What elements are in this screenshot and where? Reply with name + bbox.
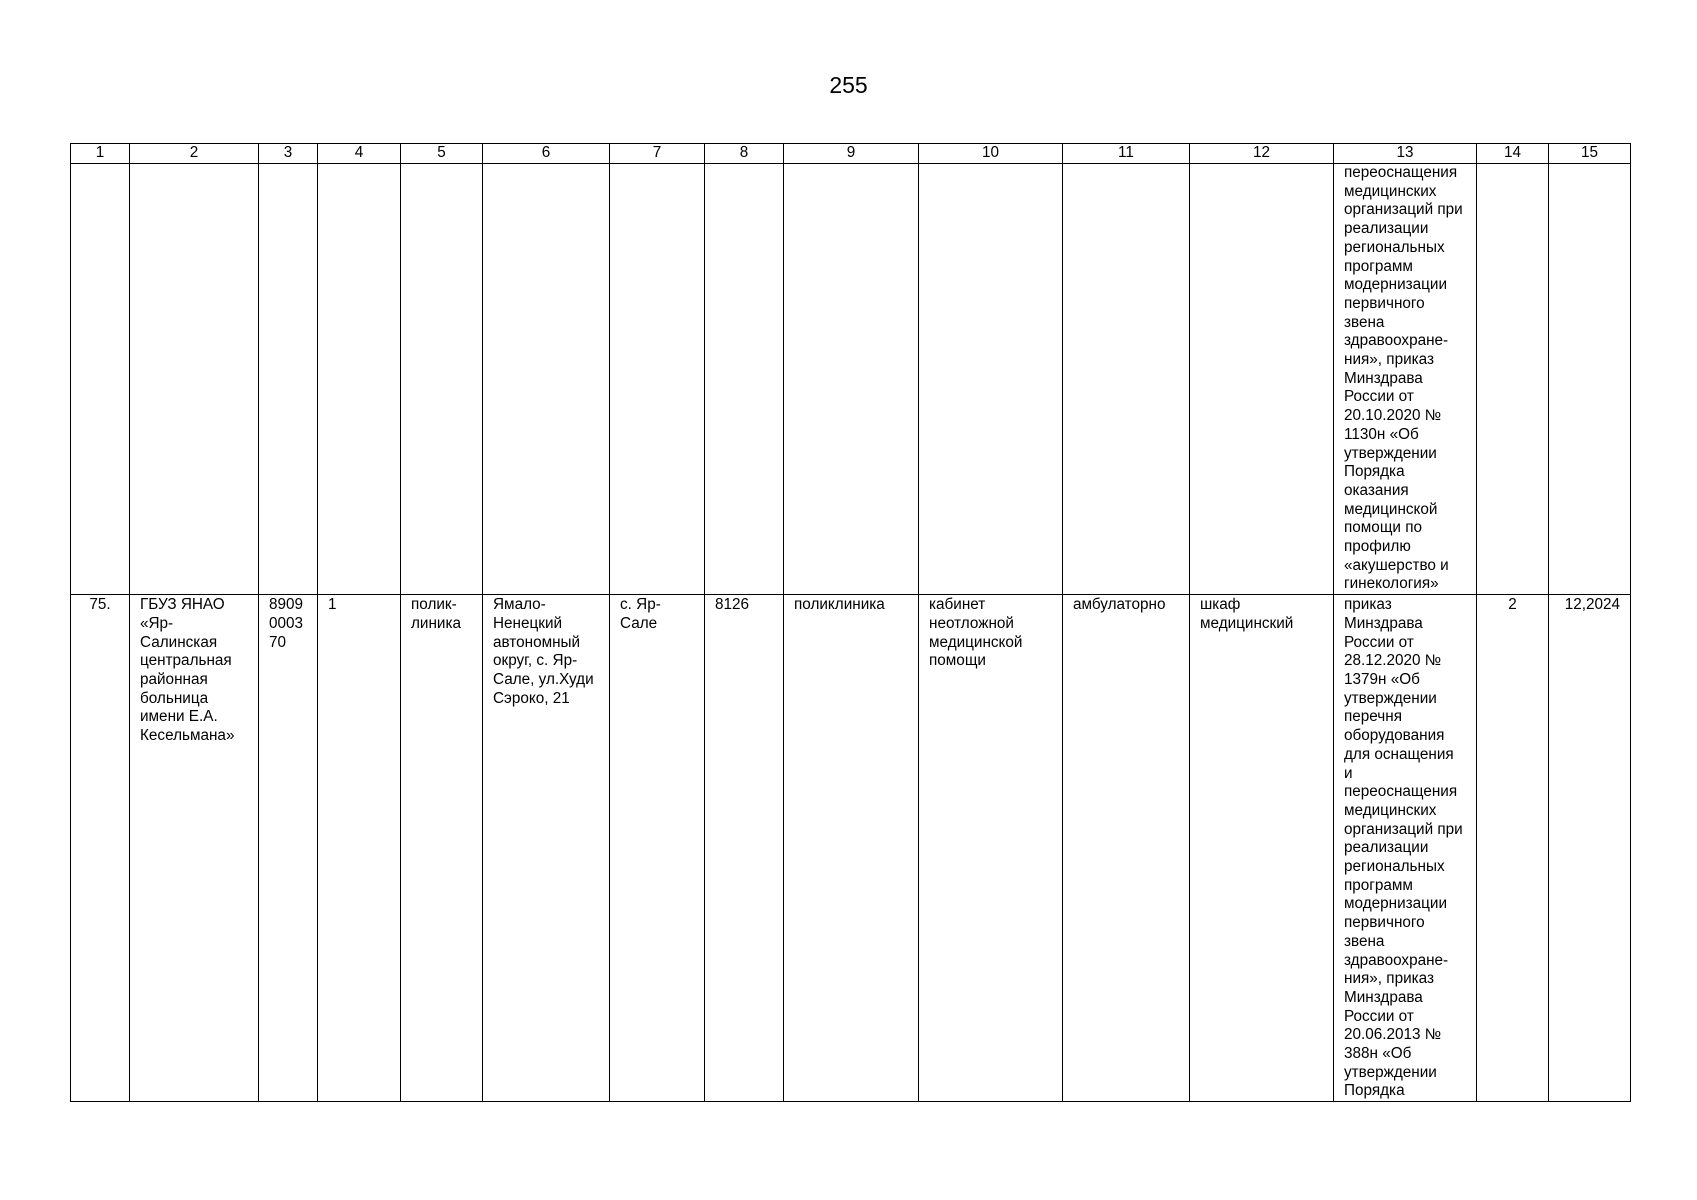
table-row-continuation [71, 164, 1631, 595]
cell-unit-type: полик-линика [401, 595, 483, 1102]
cell-row-number: 75. [71, 595, 130, 1102]
header-col-5: 5 [401, 144, 483, 164]
cell-regulation: приказ Минздрава России от 28.12.2020 № 1379н «Об утверждении перечня оборудования для оснащения и переоснащения медицинских организаций при реализации региональных программ модернизации первичного звена здравоохране-ния», приказ Минздрава России от 20.06.2013 № 388н «Об утверждении Порядка [1334, 595, 1477, 1102]
cell-col4: 1 [318, 595, 401, 1102]
equipment-table [70, 143, 1631, 1102]
cell-regulation-continued: переоснащения медицинских организаций при реализации региональных программ модернизации первичного звена здравоохране-ния», приказ Минздрава России от 20.10.2020 № 1130н «Об утверждении Порядка оказания медицинской помощи по профилю «акушерство и гинекология» [1334, 164, 1477, 595]
cell-empty [483, 164, 610, 595]
cell-empty [71, 164, 130, 595]
header-col-10: 10 [919, 144, 1063, 164]
header-col-9: 9 [784, 144, 919, 164]
header-col-2: 2 [130, 144, 259, 164]
header-col-4: 4 [318, 144, 401, 164]
cell-code: 8909 0003 70 [259, 595, 318, 1102]
header-col-11: 11 [1063, 144, 1190, 164]
cell-settlement: с. Яр-Сале [610, 595, 705, 1102]
cell-empty [919, 164, 1063, 595]
cell-empty [610, 164, 705, 595]
cell-empty [1063, 164, 1190, 595]
cell-organization: ГБУЗ ЯНАО «Яр-Салинская центральная районная больница имени Е.А. Кесельмана» [130, 595, 259, 1102]
cell-address: Ямало-Ненецкий автономный округ, с. Яр-Сале, ул.Худи Сэроко, 21 [483, 595, 610, 1102]
cell-empty [401, 164, 483, 595]
table-row [71, 595, 1631, 1102]
header-col-1: 1 [71, 144, 130, 164]
cell-date: 12,2024 [1549, 595, 1631, 1102]
header-col-3: 3 [259, 144, 318, 164]
cell-empty [130, 164, 259, 595]
cell-quantity: 2 [1477, 595, 1549, 1102]
cell-col8: 8126 [705, 595, 784, 1102]
page-number: 255 [829, 72, 868, 98]
header-col-15: 15 [1549, 144, 1631, 164]
header-col-13: 13 [1334, 144, 1477, 164]
cell-empty [1549, 164, 1631, 595]
cell-empty [259, 164, 318, 595]
cell-empty [784, 164, 919, 595]
cell-empty [705, 164, 784, 595]
cell-empty [1190, 164, 1334, 595]
cell-department: поликлиника [784, 595, 919, 1102]
header-col-6: 6 [483, 144, 610, 164]
cell-empty [318, 164, 401, 595]
header-col-12: 12 [1190, 144, 1334, 164]
cell-cabinet: кабинет неотложной медицинской помощи [919, 595, 1063, 1102]
cell-equipment: шкаф медицинский [1190, 595, 1334, 1102]
header-col-7: 7 [610, 144, 705, 164]
cell-care-form: амбулаторно [1063, 595, 1190, 1102]
header-col-8: 8 [705, 144, 784, 164]
cell-empty [1477, 164, 1549, 595]
header-row [71, 144, 1631, 164]
header-col-14: 14 [1477, 144, 1549, 164]
